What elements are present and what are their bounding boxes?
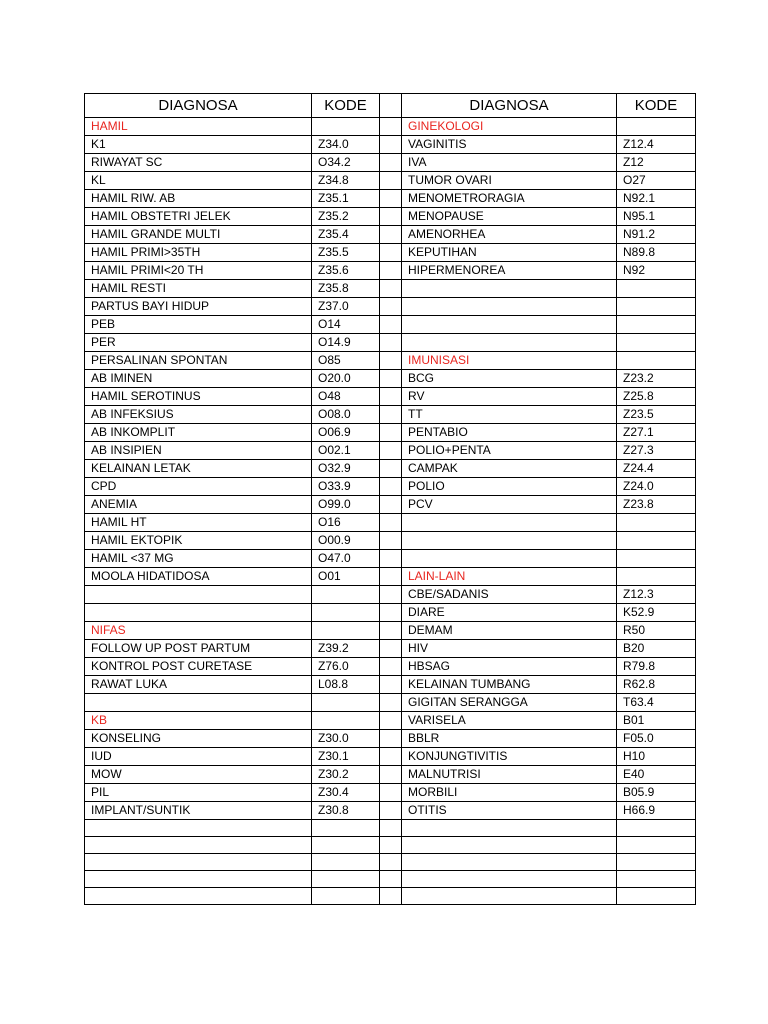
diagnosis-cell-right: DEMAM <box>402 622 617 640</box>
code-cell-left: O01 <box>312 568 380 586</box>
diagnosis-cell-left: MOW <box>85 766 312 784</box>
code-cell-left: O47.0 <box>312 550 380 568</box>
table-row <box>85 280 696 298</box>
column-gap <box>380 352 402 370</box>
column-gap <box>380 640 402 658</box>
column-gap <box>380 94 402 118</box>
table-row <box>85 136 696 154</box>
code-cell-right: Z23.5 <box>617 406 696 424</box>
table-row <box>85 820 696 837</box>
code-cell-left: O33.9 <box>312 478 380 496</box>
table-row <box>85 784 696 802</box>
column-gap <box>380 298 402 316</box>
table-row <box>85 854 696 871</box>
diagnosis-cell-right <box>402 871 617 888</box>
column-gap <box>380 334 402 352</box>
code-cell-right <box>617 837 696 854</box>
diagnosis-cell-left: FOLLOW UP POST PARTUM <box>85 640 312 658</box>
diagnosis-cell-right: CAMPAK <box>402 460 617 478</box>
table-row <box>85 730 696 748</box>
diagnosis-cell-right <box>402 334 617 352</box>
diagnosis-cell-right: KEPUTIHAN <box>402 244 617 262</box>
table-row <box>85 388 696 406</box>
diagnosis-cell-left: KONSELING <box>85 730 312 748</box>
table-row <box>85 837 696 854</box>
table-row <box>85 568 696 586</box>
code-cell-right: Z27.1 <box>617 424 696 442</box>
table-row <box>85 190 696 208</box>
table-row <box>85 172 696 190</box>
table-row <box>85 352 696 370</box>
diagnosis-cell-left: HAMIL RIW. AB <box>85 190 312 208</box>
column-gap <box>380 280 402 298</box>
diagnosis-cell-right: MENOMETRORAGIA <box>402 190 617 208</box>
column-gap <box>380 766 402 784</box>
code-cell-left: O02.1 <box>312 442 380 460</box>
table-row <box>85 154 696 172</box>
column-gap <box>380 784 402 802</box>
code-cell-left <box>312 820 380 837</box>
diagnosis-cell-left <box>85 871 312 888</box>
code-cell-left: O14.9 <box>312 334 380 352</box>
diagnosis-cell-left: IMPLANT/SUNTIK <box>85 802 312 820</box>
diagnosis-cell-right: HIPERMENOREA <box>402 262 617 280</box>
diagnosis-cell-right: GIGITAN SERANGGA <box>402 694 617 712</box>
diagnosis-cell-right: VARISELA <box>402 712 617 730</box>
table-row <box>85 871 696 888</box>
code-cell-right: Z24.0 <box>617 478 696 496</box>
diagnosis-cell-left: HAMIL PRIMI>35TH <box>85 244 312 262</box>
diagnosis-cell-left: AB INFEKSIUS <box>85 406 312 424</box>
table-row <box>85 496 696 514</box>
column-gap <box>380 118 402 136</box>
category-label-left: KB <box>85 712 312 730</box>
column-gap <box>380 586 402 604</box>
diagnosis-cell-right: MALNUTRISI <box>402 766 617 784</box>
table-row <box>85 888 696 905</box>
diagnosis-cell-right: HBSAG <box>402 658 617 676</box>
column-gap <box>380 208 402 226</box>
column-gap <box>380 748 402 766</box>
diagnosis-cell-left: RIWAYAT SC <box>85 154 312 172</box>
diagnosis-cell-right: BCG <box>402 370 617 388</box>
table-row <box>85 478 696 496</box>
code-cell-left: Z35.6 <box>312 262 380 280</box>
diagnosis-cell-right <box>402 280 617 298</box>
code-cell-left: Z30.4 <box>312 784 380 802</box>
diagnosis-cell-left <box>85 694 312 712</box>
code-cell-right: K52.9 <box>617 604 696 622</box>
code-cell-left <box>312 837 380 854</box>
column-gap <box>380 478 402 496</box>
column-gap <box>380 388 402 406</box>
table-row <box>85 658 696 676</box>
diagnosis-cell-left <box>85 586 312 604</box>
diagnosis-cell-right: IVA <box>402 154 617 172</box>
column-gap <box>380 190 402 208</box>
code-cell-left: Z34.8 <box>312 172 380 190</box>
code-cell-left <box>312 888 380 905</box>
code-cell-right: Z23.8 <box>617 496 696 514</box>
category-label-right: GINEKOLOGI <box>402 118 617 136</box>
table-row <box>85 262 696 280</box>
code-cell-left <box>312 604 380 622</box>
diagnosis-cell-left: IUD <box>85 748 312 766</box>
diagnosis-cell-left: HAMIL SEROTINUS <box>85 388 312 406</box>
code-cell-left: Z30.0 <box>312 730 380 748</box>
column-gap <box>380 568 402 586</box>
code-cell-right: B20 <box>617 640 696 658</box>
category-label-right: LAIN-LAIN <box>402 568 617 586</box>
column-gap <box>380 820 402 837</box>
column-gap <box>380 496 402 514</box>
column-gap <box>380 136 402 154</box>
category-label-right: IMUNISASI <box>402 352 617 370</box>
column-gap <box>380 316 402 334</box>
kode-header-left: KODE <box>312 94 380 118</box>
column-gap <box>380 424 402 442</box>
code-cell-right: F05.0 <box>617 730 696 748</box>
code-cell-right: Z23.2 <box>617 370 696 388</box>
code-cell-left: O85 <box>312 352 380 370</box>
table-row <box>85 226 696 244</box>
code-cell-right: Z12 <box>617 154 696 172</box>
code-cell-left: Z30.1 <box>312 748 380 766</box>
diagnosis-cell-left: HAMIL RESTI <box>85 280 312 298</box>
diagnosis-cell-left: PIL <box>85 784 312 802</box>
diagnosis-cell-left: KONTROL POST CURETASE <box>85 658 312 676</box>
code-cell-right: R50 <box>617 622 696 640</box>
diagnosis-cell-left: HAMIL GRANDE MULTI <box>85 226 312 244</box>
diagnosis-cell-right <box>402 888 617 905</box>
diagnosis-cell-left: PARTUS BAYI HIDUP <box>85 298 312 316</box>
diagnosis-cell-left: HAMIL EKTOPIK <box>85 532 312 550</box>
code-cell-left: O99.0 <box>312 496 380 514</box>
code-cell-left: Z34.0 <box>312 136 380 154</box>
column-gap <box>380 406 402 424</box>
code-cell-right: Z25.8 <box>617 388 696 406</box>
code-cell-left: O16 <box>312 514 380 532</box>
diagnosis-cell-right: AMENORHEA <box>402 226 617 244</box>
table-row <box>85 370 696 388</box>
code-cell-right: B05.9 <box>617 784 696 802</box>
code-cell-right: Z24.4 <box>617 460 696 478</box>
diagnosis-cell-left: KELAINAN LETAK <box>85 460 312 478</box>
code-cell-right: R62.8 <box>617 676 696 694</box>
table-row <box>85 676 696 694</box>
table-row <box>85 622 696 640</box>
column-gap <box>380 676 402 694</box>
table-row <box>85 604 696 622</box>
table-row <box>85 442 696 460</box>
code-cell-left: Z30.8 <box>312 802 380 820</box>
diagnosis-cell-right: MORBILI <box>402 784 617 802</box>
diagnosis-cell-right <box>402 298 617 316</box>
diagnosis-cell-right <box>402 514 617 532</box>
table-row <box>85 586 696 604</box>
code-cell-right: N92 <box>617 262 696 280</box>
diagnosis-cell-right <box>402 532 617 550</box>
code-cell-right: R79.8 <box>617 658 696 676</box>
column-gap <box>380 154 402 172</box>
diagnosis-cell-right: OTITIS <box>402 802 617 820</box>
table-row <box>85 532 696 550</box>
code-cell-right <box>617 568 696 586</box>
column-gap <box>380 550 402 568</box>
code-cell-right: N95.1 <box>617 208 696 226</box>
code-cell-right <box>617 871 696 888</box>
column-gap <box>380 442 402 460</box>
code-cell-left: O34.2 <box>312 154 380 172</box>
table-row <box>85 694 696 712</box>
code-cell-right <box>617 532 696 550</box>
diagnosis-cell-left: K1 <box>85 136 312 154</box>
code-cell-right <box>617 820 696 837</box>
table-row <box>85 550 696 568</box>
table-row <box>85 766 696 784</box>
column-gap <box>380 694 402 712</box>
code-cell-left: Z35.8 <box>312 280 380 298</box>
code-cell-right: Z12.3 <box>617 586 696 604</box>
code-cell-right: N89.8 <box>617 244 696 262</box>
code-cell-left: Z37.0 <box>312 298 380 316</box>
code-cell-right: E40 <box>617 766 696 784</box>
code-cell-left <box>312 854 380 871</box>
diagnosis-cell-right <box>402 316 617 334</box>
table-row <box>85 514 696 532</box>
diagnosis-cell-left <box>85 854 312 871</box>
code-cell-left <box>312 118 380 136</box>
code-cell-left: Z35.2 <box>312 208 380 226</box>
code-cell-right <box>617 118 696 136</box>
code-cell-left: O00.9 <box>312 532 380 550</box>
code-cell-right <box>617 514 696 532</box>
diagnosis-cell-left: KL <box>85 172 312 190</box>
column-gap <box>380 730 402 748</box>
code-cell-right: O27 <box>617 172 696 190</box>
code-cell-right: Z12.4 <box>617 136 696 154</box>
code-cell-right <box>617 316 696 334</box>
column-gap <box>380 604 402 622</box>
column-gap <box>380 871 402 888</box>
column-gap <box>380 802 402 820</box>
diagnosis-cell-right: TUMOR OVARI <box>402 172 617 190</box>
table-row <box>85 640 696 658</box>
diagnosis-cell-left: CPD <box>85 478 312 496</box>
diagnosa-header-left: DIAGNOSA <box>85 94 312 118</box>
category-label-left: HAMIL <box>85 118 312 136</box>
code-cell-left: Z35.5 <box>312 244 380 262</box>
diagnosis-cell-left: AB INKOMPLIT <box>85 424 312 442</box>
diagnosis-cell-right: PCV <box>402 496 617 514</box>
code-cell-right: Z27.3 <box>617 442 696 460</box>
code-cell-right: H10 <box>617 748 696 766</box>
column-gap <box>380 712 402 730</box>
code-cell-left: O48 <box>312 388 380 406</box>
diagnosis-cell-left: HAMIL OBSTETRI JELEK <box>85 208 312 226</box>
diagnosis-cell-right: MENOPAUSE <box>402 208 617 226</box>
code-cell-left: Z35.4 <box>312 226 380 244</box>
table-row <box>85 748 696 766</box>
diagnosis-cell-left: HAMIL <37 MG <box>85 550 312 568</box>
table-row <box>85 118 696 136</box>
table-row <box>85 406 696 424</box>
diagnosis-cell-right <box>402 837 617 854</box>
diagnosis-cell-left: PERSALINAN SPONTAN <box>85 352 312 370</box>
column-gap <box>380 532 402 550</box>
diagnosis-cell-left <box>85 604 312 622</box>
table-row <box>85 712 696 730</box>
code-cell-right: B01 <box>617 712 696 730</box>
diagnosis-cell-left: AB INSIPIEN <box>85 442 312 460</box>
diagnosis-cell-right: PENTABIO <box>402 424 617 442</box>
code-cell-right: N91.2 <box>617 226 696 244</box>
code-cell-right <box>617 888 696 905</box>
code-cell-right: N92.1 <box>617 190 696 208</box>
table-row <box>85 424 696 442</box>
code-cell-left: Z76.0 <box>312 658 380 676</box>
table-row <box>85 298 696 316</box>
diagnosis-cell-right: HIV <box>402 640 617 658</box>
code-cell-right: T63.4 <box>617 694 696 712</box>
code-cell-right <box>617 280 696 298</box>
diagnosis-cell-right <box>402 820 617 837</box>
code-cell-right: H66.9 <box>617 802 696 820</box>
diagnosis-cell-right <box>402 550 617 568</box>
code-cell-left: Z30.2 <box>312 766 380 784</box>
table-row <box>85 802 696 820</box>
diagnosis-cell-left <box>85 888 312 905</box>
code-cell-left <box>312 871 380 888</box>
column-gap <box>380 172 402 190</box>
code-cell-left: O14 <box>312 316 380 334</box>
header-row <box>85 94 696 118</box>
column-gap <box>380 622 402 640</box>
diagnosa-header-right: DIAGNOSA <box>402 94 617 118</box>
diagnosis-cell-left: PER <box>85 334 312 352</box>
table-row <box>85 334 696 352</box>
table-row <box>85 316 696 334</box>
diagnosis-cell-left: HAMIL PRIMI<20 TH <box>85 262 312 280</box>
code-cell-right <box>617 334 696 352</box>
kode-header-right: KODE <box>617 94 696 118</box>
diagnosis-cell-right: KONJUNGTIVITIS <box>402 748 617 766</box>
table-row <box>85 460 696 478</box>
code-cell-left: Z39.2 <box>312 640 380 658</box>
code-cell-left <box>312 694 380 712</box>
column-gap <box>380 226 402 244</box>
code-cell-left: O20.0 <box>312 370 380 388</box>
column-gap <box>380 244 402 262</box>
code-cell-left: O06.9 <box>312 424 380 442</box>
diagnosis-cell-left: MOOLA HIDATIDOSA <box>85 568 312 586</box>
diagnosis-code-table <box>84 93 696 905</box>
diagnosis-cell-left: PEB <box>85 316 312 334</box>
code-cell-left: Z35.1 <box>312 190 380 208</box>
column-gap <box>380 854 402 871</box>
table-row <box>85 208 696 226</box>
diagnosis-cell-right: BBLR <box>402 730 617 748</box>
column-gap <box>380 262 402 280</box>
diagnosis-cell-right: CBE/SADANIS <box>402 586 617 604</box>
category-label-left: NIFAS <box>85 622 312 640</box>
code-cell-left: O08.0 <box>312 406 380 424</box>
code-cell-left <box>312 622 380 640</box>
diagnosis-cell-right <box>402 854 617 871</box>
diagnosis-cell-right: POLIO <box>402 478 617 496</box>
code-cell-right <box>617 352 696 370</box>
column-gap <box>380 837 402 854</box>
table-row <box>85 244 696 262</box>
code-cell-left: O32.9 <box>312 460 380 478</box>
diagnosis-cell-left <box>85 837 312 854</box>
diagnosis-cell-left <box>85 820 312 837</box>
diagnosis-cell-left: AB IMINEN <box>85 370 312 388</box>
column-gap <box>380 888 402 905</box>
diagnosis-cell-right: KELAINAN TUMBANG <box>402 676 617 694</box>
diagnosis-cell-left: ANEMIA <box>85 496 312 514</box>
column-gap <box>380 460 402 478</box>
code-cell-left: L08.8 <box>312 676 380 694</box>
code-cell-right <box>617 854 696 871</box>
diagnosis-cell-right: RV <box>402 388 617 406</box>
code-cell-left <box>312 712 380 730</box>
diagnosis-cell-right: TT <box>402 406 617 424</box>
column-gap <box>380 370 402 388</box>
code-cell-right <box>617 298 696 316</box>
code-cell-left <box>312 586 380 604</box>
diagnosis-cell-right: DIARE <box>402 604 617 622</box>
code-cell-right <box>617 550 696 568</box>
diagnosis-cell-right: POLIO+PENTA <box>402 442 617 460</box>
column-gap <box>380 514 402 532</box>
diagnosis-cell-left: HAMIL HT <box>85 514 312 532</box>
diagnosis-cell-right: VAGINITIS <box>402 136 617 154</box>
column-gap <box>380 658 402 676</box>
diagnosis-cell-left: RAWAT LUKA <box>85 676 312 694</box>
